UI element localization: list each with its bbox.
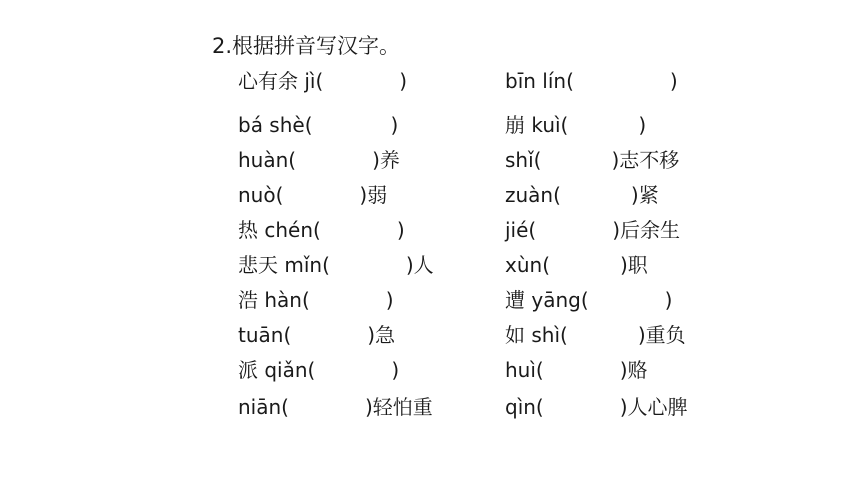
right-item-1 — [505, 66, 678, 96]
right-item-3 — [505, 145, 679, 175]
left-item-5-suffix: ) — [396, 218, 405, 242]
left-item-4 — [238, 180, 387, 210]
right-item-3-prefix: shǐ( — [505, 148, 542, 172]
left-item-10-suffix: )轻怕重 — [364, 395, 433, 419]
right-item-5 — [505, 215, 680, 245]
right-item-5-prefix: jié( — [505, 218, 537, 242]
right-item-4-prefix: zuàn( — [505, 183, 561, 207]
right-item-1-prefix: bīn lín( — [505, 69, 574, 93]
right-item-6 — [505, 250, 648, 280]
right-item-10 — [505, 392, 688, 422]
left-item-4-suffix: )弱 — [359, 183, 388, 207]
left-item-2-prefix: bá shè( — [238, 113, 313, 137]
left-item-3-prefix: huàn( — [238, 148, 297, 172]
right-item-7 — [505, 285, 672, 315]
left-item-9-suffix: ) — [391, 358, 400, 382]
right-item-3-suffix: )志不移 — [611, 148, 680, 172]
left-item-9-prefix: 派 qiǎn( — [238, 358, 316, 382]
left-item-8 — [238, 320, 395, 350]
right-item-2 — [505, 110, 646, 140]
left-item-3-suffix: )养 — [372, 148, 400, 172]
right-item-8 — [505, 320, 686, 350]
right-item-10-prefix: qìn( — [505, 395, 544, 419]
left-item-10-prefix: niān( — [238, 395, 289, 419]
left-item-1 — [238, 66, 407, 96]
right-item-7-prefix: 遭 yāng( — [505, 288, 589, 312]
right-item-1-suffix: ) — [669, 69, 678, 93]
right-item-5-suffix: )后余生 — [612, 218, 681, 242]
right-item-8-suffix: )重负 — [637, 323, 686, 347]
right-item-2-prefix: 崩 kuì( — [505, 113, 569, 137]
right-item-9 — [505, 355, 648, 385]
left-item-3 — [238, 145, 400, 175]
left-item-5-prefix: 热 chén( — [238, 218, 321, 242]
left-item-9 — [238, 355, 399, 385]
right-item-6-suffix: )职 — [620, 253, 648, 277]
left-item-7-prefix: 浩 hàn( — [238, 288, 310, 312]
left-item-6-suffix: )人 — [405, 253, 434, 277]
left-item-1-prefix: 心有余 jì( — [238, 69, 324, 93]
left-item-1-suffix: ) — [399, 69, 408, 93]
left-item-6 — [238, 250, 434, 280]
right-item-4-suffix: )紧 — [630, 183, 659, 207]
right-item-6-prefix: xùn( — [505, 253, 550, 277]
right-item-10-suffix: )人心脾 — [619, 395, 688, 419]
left-item-2 — [238, 110, 398, 140]
right-item-4 — [505, 180, 659, 210]
left-item-7-suffix: ) — [385, 288, 394, 312]
right-item-7-suffix: ) — [664, 288, 673, 312]
left-item-8-prefix: tuān( — [238, 323, 292, 347]
left-item-10 — [238, 392, 433, 422]
right-item-8-prefix: 如 shì( — [505, 323, 568, 347]
left-item-6-prefix: 悲天 mǐn( — [238, 253, 330, 277]
left-item-4-prefix: nuò( — [238, 183, 284, 207]
left-item-2-suffix: ) — [390, 113, 399, 137]
question-title: 2.根据拼音写汉字。 — [212, 34, 401, 58]
left-item-5 — [238, 215, 405, 245]
right-item-9-prefix: huì( — [505, 358, 544, 382]
left-item-7 — [238, 285, 394, 315]
right-item-2-suffix: ) — [638, 113, 647, 137]
right-item-9-suffix: )赂 — [619, 358, 648, 382]
left-item-8-suffix: )急 — [367, 323, 396, 347]
